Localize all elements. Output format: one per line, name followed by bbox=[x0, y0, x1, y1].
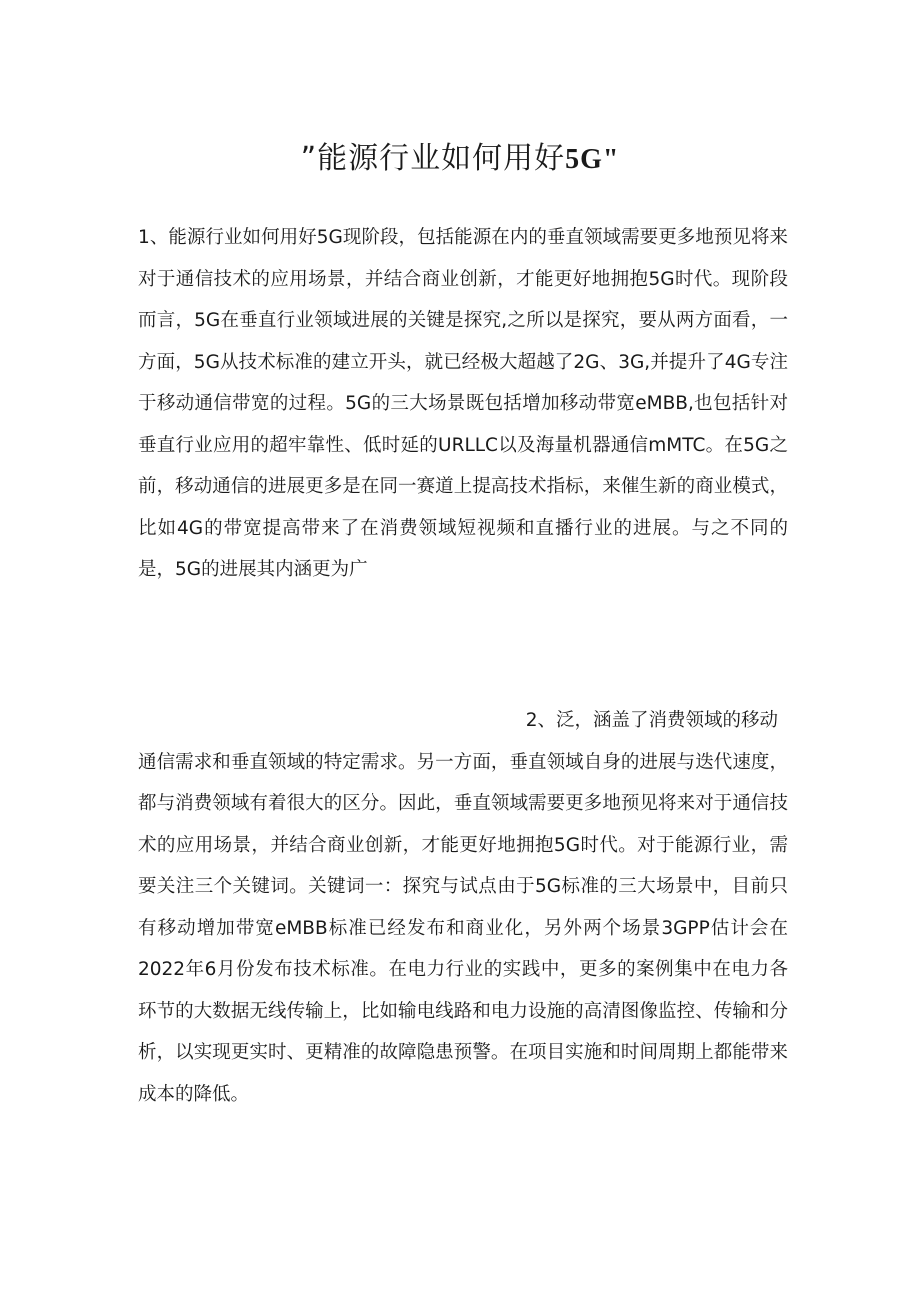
paragraph-2-lead: 2、泛，涵盖了消费领域的移动 bbox=[525, 710, 778, 731]
paragraph-2-body: 通信需求和垂直领域的特定需求。另一方面，垂直领域自身的进展与迭代速度，都与消费领域有着很大的区分。因此，垂直领域需要更多地预见将来对于通信技术的应用场景，并结合商业创新，才能更好地拥抱5G时代。对于能源行业，需要关注三个关键词。关键词一：探究与试点由于5G标准的三大场景中，目前只有移动增加带宽eMBB标准已经发布和商业化，另外两个场景3GPP估计会在2022年6月份发布技术标准。在电力行业的实践中，更多的案例集中在电力各环节的大数据无线传输上，比如输电线路和电力设施的高清图像监控、传输和分析，以实现更实时、更精准的故障隐患预警。在项目实施和时间周期上都能带来成本的降低。 bbox=[138, 751, 788, 1105]
paragraph-2 bbox=[138, 700, 788, 1115]
document-title-latin: 5G" bbox=[565, 144, 620, 175]
document-title-text: ”能源行业如何用好 bbox=[300, 141, 566, 176]
document-title bbox=[0, 136, 920, 183]
paragraph-1: 1、能源行业如何用好5G现阶段，包括能源在内的垂直领域需要更多地预见将来对于通信技术的应用场景，并结合商业创新，才能更好地拥抱5G时代。现阶段而言，5G在垂直行业领域进展的关键是探究,之所以是探究，要从两方面看，一方面，5G从技术标准的建立开头，就已经极大超越了2G、3G,并提升了4G专注于移动通信带宽的过程。5G的三大场景既包括增加移动带宽eMBB,也包括针对垂直行业应用的超牢靠性、低时延的URLLC以及海量机器通信mMTC。在5G之前，移动通信的进展更多是在同一赛道上提高技术指标，来催生新的商业模式，比如4G的带宽提高带来了在消费领域短视频和直播行业的进展。与之不同的是，5G的进展其内涵更为广 bbox=[138, 227, 788, 580]
